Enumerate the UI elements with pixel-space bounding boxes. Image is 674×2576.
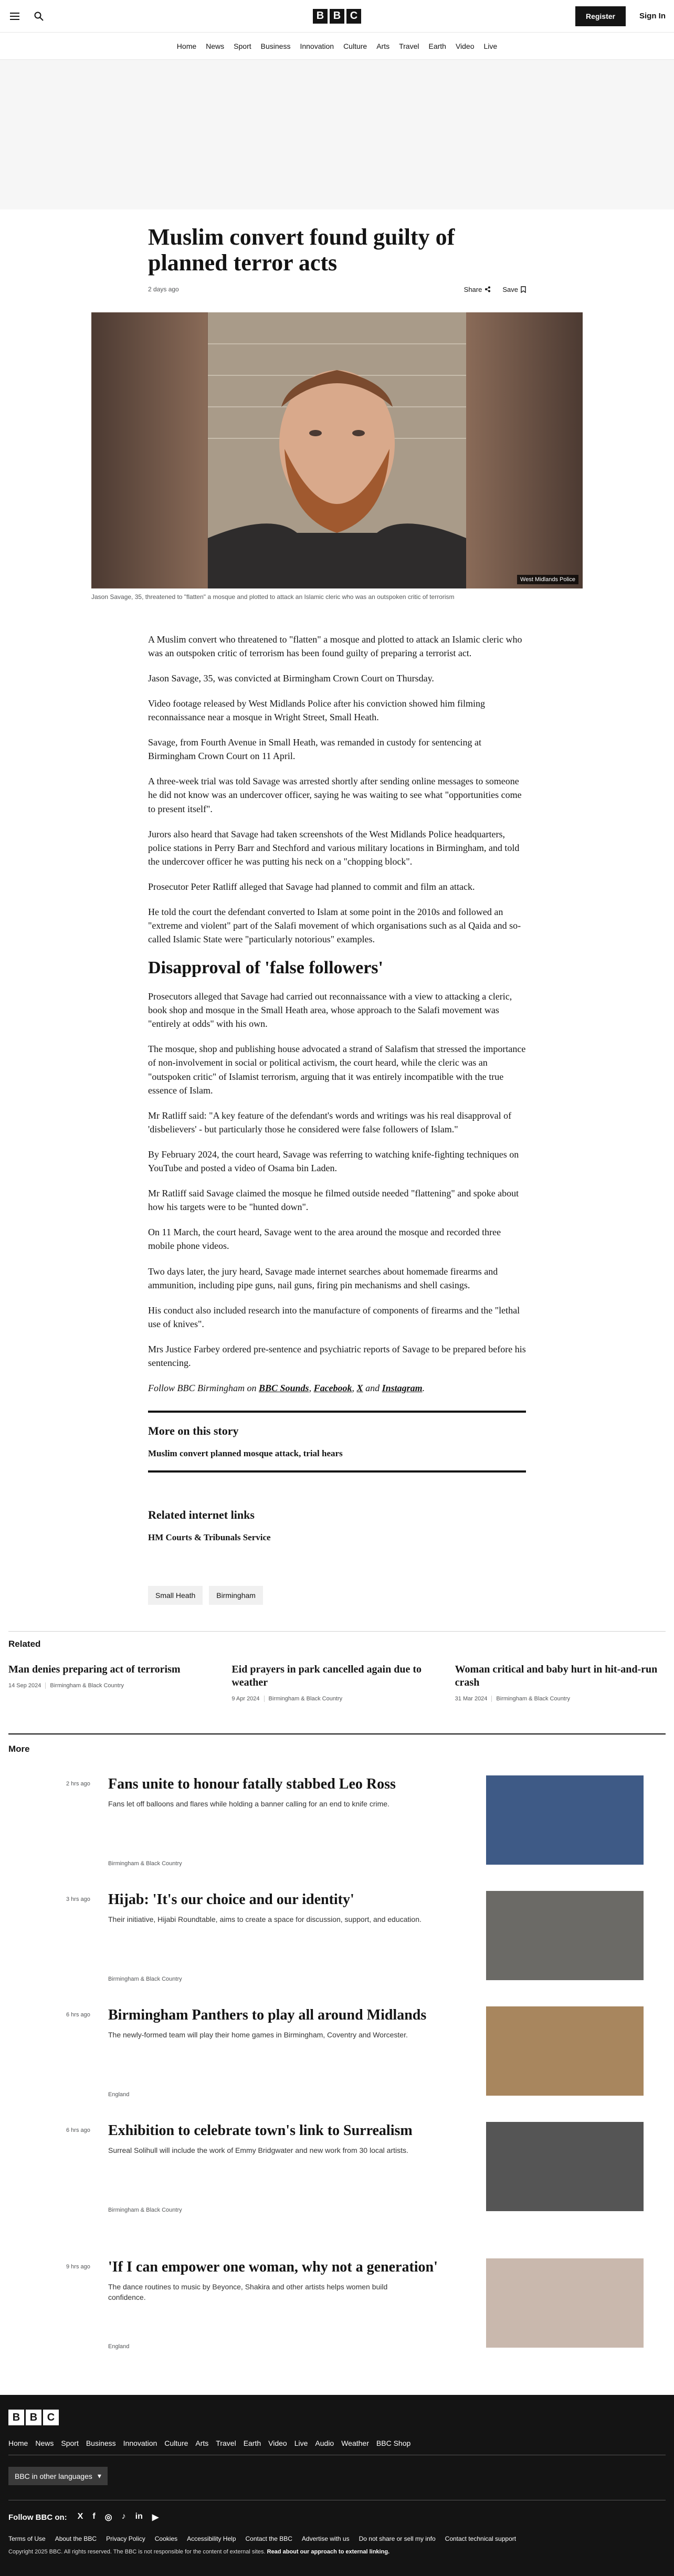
story-link[interactable]: Muslim convert planned mosque attack, trial hears	[148, 1448, 526, 1473]
legal-link[interactable]: Contact the BBC	[245, 2535, 292, 2543]
hero-image-portrait	[208, 312, 466, 588]
legal-links	[8, 2535, 666, 2542]
follow-prefix: Follow BBC Birmingham on	[148, 1383, 259, 1394]
logo-letter: B	[330, 9, 344, 24]
nav-item-arts[interactable]: Arts	[376, 41, 390, 50]
story-main	[108, 2258, 476, 2348]
legal-link[interactable]: Contact technical support	[445, 2535, 517, 2543]
story-main	[108, 1891, 476, 1983]
related-internet-links	[148, 1497, 526, 1554]
footer-nav-item[interactable]: Sport	[61, 2439, 79, 2448]
advertisement-slot	[0, 60, 674, 209]
bbc-logo[interactable]	[313, 9, 361, 24]
related-card-section: Birmingham & Black Country	[45, 1683, 124, 1689]
share-button[interactable]	[464, 286, 491, 293]
logo-letter: B	[313, 9, 328, 24]
top-bar	[0, 0, 674, 33]
story-main	[108, 2006, 476, 2096]
subheading: Disapproval of 'false followers'	[148, 958, 383, 978]
tag-small-heath[interactable]: Small Heath	[148, 1586, 203, 1605]
related-card[interactable]	[231, 1663, 442, 1702]
body-paragraph: Prosecutors alleged that Savage had carried out reconnaissance with a view to attacking a cleric, book shop and mosque in the Small Heath area, whose approach to the Salafi movement was "entirely at odds" with his own.	[148, 991, 512, 1029]
section-title: Related internet links	[148, 1508, 255, 1522]
follow-separator: and	[363, 1383, 382, 1394]
top-bar-left	[8, 10, 45, 23]
story-source: Birmingham & Black Country	[108, 2207, 182, 2214]
logo-letter: C	[43, 2410, 59, 2425]
menu-icon[interactable]	[8, 10, 21, 23]
follow-separator: ,	[352, 1383, 357, 1394]
story-main	[108, 1775, 476, 1865]
story-description: Their initiative, Hijabi Roundtable, aims to create a space for discussion, support, and education.	[108, 1915, 422, 1923]
legal-link[interactable]: About the BBC	[55, 2535, 97, 2543]
youtube-icon[interactable]: ▶	[152, 2513, 159, 2522]
follow-row	[8, 2500, 666, 2522]
nav-item-video[interactable]: Video	[455, 41, 475, 50]
story-source: England	[108, 2343, 130, 2350]
story-title: Birmingham Panthers to play all around Midlands	[108, 2007, 427, 2024]
main-nav	[0, 33, 674, 60]
headline: Muslim convert found guilty of planned terror acts	[148, 224, 455, 276]
follow-link-facebook[interactable]: Facebook	[313, 1383, 352, 1394]
story-description: Surreal Solihull will include the work of Emmy Bridgwater and new work from 30 local artists.	[108, 2146, 408, 2154]
follow-link-x[interactable]: X	[356, 1383, 363, 1394]
story-title: Exhibition to celebrate town's link to Surrealism	[108, 2122, 413, 2139]
footer-nav-item[interactable]: Audio	[315, 2439, 334, 2448]
related-card[interactable]	[8, 1663, 219, 1702]
related-card-date: 14 Sep 2024	[8, 1683, 41, 1689]
body-paragraph: On 11 March, the court heard, Savage went to the area around the mosque and recorded three mobile phone videos.	[148, 1227, 501, 1252]
article-actions	[464, 286, 526, 293]
share-icon	[485, 286, 491, 292]
footer-nav-item[interactable]: News	[35, 2439, 54, 2448]
body-paragraph: Mrs Justice Farbey ordered pre-sentence and psychiatric reports of Savage to be prepared before his sentencing.	[148, 1343, 526, 1368]
story-time: 3 hrs ago	[66, 1896, 90, 1903]
save-label: Save	[502, 285, 518, 293]
related-card-meta	[455, 1696, 666, 1702]
body-paragraph: Mr Ratliff said: "A key feature of the defendant's words and writings was his real disapproval of 'disbelievers' - but particularly those he considered were false followers of Islam."	[148, 1110, 512, 1134]
footer	[0, 2395, 674, 2576]
footer-nav-item[interactable]: Home	[8, 2439, 28, 2448]
nav-item-travel[interactable]: Travel	[399, 41, 419, 50]
footer-nav-item[interactable]: Innovation	[123, 2439, 157, 2448]
story-thumbnail	[486, 2258, 644, 2348]
footer-nav-item[interactable]: Culture	[164, 2439, 188, 2448]
legal-link[interactable]: Do not share or sell my info	[359, 2535, 436, 2543]
related-card-title: Woman critical and baby hurt in hit-and-run crash	[455, 1664, 658, 1689]
nav-item-culture[interactable]: Culture	[343, 41, 367, 50]
body-paragraph: He told the court the defendant converted to Islam at some point in the 2010s and followed an "extreme and violent" part of the Salafi movement of which organisations such as al Qaida and so-called Islamic State were "particularly notorious" examples.	[148, 907, 521, 945]
legal-link[interactable]: Terms of Use	[8, 2535, 46, 2543]
legal-link[interactable]: Privacy Policy	[106, 2535, 145, 2543]
follow-paragraph	[148, 1381, 526, 1395]
nav-item-earth[interactable]: Earth	[428, 41, 446, 50]
legal-link[interactable]: Accessibility Help	[187, 2535, 236, 2543]
more-section	[0, 1744, 674, 2348]
story-title: Hijab: 'It's our choice and our identity'	[108, 1891, 354, 1908]
footer-nav-item[interactable]: Arts	[195, 2439, 209, 2448]
related-card-section: Birmingham & Black Country	[491, 1696, 570, 1702]
linkedin-icon[interactable]: in	[135, 2512, 143, 2521]
hero-image-blur-left	[91, 312, 208, 588]
publish-date: 2 days ago	[148, 286, 179, 293]
footer-nav-item[interactable]: Video	[268, 2439, 287, 2448]
more-story[interactable]	[66, 2258, 644, 2348]
article-header	[148, 209, 526, 293]
article-body	[148, 633, 526, 1395]
story-description: Fans let off balloons and flares while holding a banner calling for an end to knife crime.	[108, 1799, 389, 1808]
chevron-down-icon: ▾	[97, 2472, 101, 2480]
facebook-icon[interactable]: f	[92, 2512, 96, 2521]
body-paragraph: Prosecutor Peter Ratliff alleged that Savage had planned to commit and film an attack.	[148, 881, 475, 892]
nav-item-home[interactable]: Home	[176, 41, 197, 50]
logo-letter: B	[8, 2410, 24, 2425]
related-card-meta	[231, 1696, 442, 1702]
story-thumbnail	[486, 2122, 644, 2211]
legal-link[interactable]: Advertise with us	[301, 2535, 350, 2543]
save-button[interactable]	[502, 286, 526, 293]
nav-item-news[interactable]: News	[206, 41, 225, 50]
section-title: Related	[8, 1631, 666, 1649]
image-caption: Jason Savage, 35, threatened to "flatten" a mosque and plotted to attack an Islamic cleric who was an outspoken critic of terrorism	[91, 593, 455, 601]
story-time: 6 hrs ago	[66, 2012, 90, 2018]
share-label: Share	[464, 285, 482, 293]
footer-nav-item[interactable]: BBC Shop	[376, 2439, 411, 2448]
social-links	[78, 2512, 159, 2522]
related-card-section: Birmingham & Black Country	[264, 1696, 343, 1702]
follow-separator: ,	[309, 1383, 314, 1394]
body-paragraph: Jurors also heard that Savage had taken screenshots of the West Midlands Police headquarters, police stations in Perry Barr and Stechford and various military locations in Birmingham, and told the undercover officer he was putting his neck on a "chopping block".	[148, 828, 520, 867]
tiktok-icon[interactable]: ♪	[121, 2512, 126, 2521]
register-button[interactable]: Register	[575, 6, 626, 26]
related-card[interactable]	[455, 1663, 666, 1702]
section-title: More on this story	[148, 1424, 239, 1438]
more-story[interactable]	[66, 2006, 644, 2096]
follow-end: .	[422, 1383, 425, 1394]
hero-image-blur-right	[466, 312, 583, 588]
external-linking-link[interactable]: Read about our approach to external linking.	[267, 2549, 390, 2556]
footer-nav-item[interactable]: Travel	[216, 2439, 236, 2448]
nav-item-sport[interactable]: Sport	[234, 41, 251, 50]
hero-figure	[91, 312, 583, 601]
body-paragraph: By February 2024, the court heard, Savage was referring to watching knife-fighting techniques on YouTube and posted a video of Osama bin Laden.	[148, 1149, 519, 1174]
body-paragraph: Savage, from Fourth Avenue in Small Heath, was remanded in custody for sentencing at Birmingham Crown Court on 11 April.	[148, 737, 482, 762]
body-paragraph: The mosque, shop and publishing house advocated a strand of Salafism that stressed the importance of non-involvement in social or political activism, the court heard, while the cleric was an "outspoken critic" of Islamist terrorism, arguing that it was entirely incompatible with the true essence of Islam.	[148, 1044, 526, 1096]
more-story[interactable]	[66, 1775, 644, 1865]
more-story[interactable]	[66, 2122, 644, 2214]
story-source: Birmingham & Black Country	[108, 1976, 182, 1983]
top-bar-right	[575, 6, 666, 26]
bookmark-icon	[521, 286, 526, 293]
nav-item-business[interactable]: Business	[260, 41, 291, 50]
body-paragraph: Mr Ratliff said Savage claimed the mosque he filmed outside needed "flattening" and spoke about how his targets were to be "hunted down".	[148, 1188, 519, 1213]
footer-nav-item[interactable]: Earth	[243, 2439, 261, 2448]
search-icon[interactable]	[33, 10, 45, 23]
body-paragraph: Two days later, the jury heard, Savage made internet searches about homemade firearms and ammunition, including pipe guns, nail guns, firing pin mechanisms and shell casings.	[148, 1266, 498, 1290]
story-time: 2 hrs ago	[66, 1781, 90, 1788]
copyright	[8, 2549, 666, 2555]
follow-link-instagram[interactable]: Instagram	[382, 1383, 423, 1394]
related-card-meta	[8, 1683, 219, 1689]
body-paragraph: His conduct also included research into the manufacture of components of firearms and the "lethal use of knives".	[148, 1305, 520, 1329]
footer-nav-item[interactable]: Weather	[341, 2439, 369, 2448]
topic-tags	[148, 1586, 526, 1605]
related-card-date: 31 Mar 2024	[455, 1696, 488, 1702]
footer-bbc-logo[interactable]	[8, 2410, 666, 2425]
external-link[interactable]: HM Courts & Tribunals Service	[148, 1532, 271, 1543]
story-source: England	[108, 2091, 130, 2098]
related-card-title: Eid prayers in park cancelled again due to weather	[231, 1664, 422, 1689]
follow-label: Follow BBC on:	[8, 2512, 67, 2522]
story-thumbnail	[486, 1775, 644, 1865]
story-title: 'If I can empower one woman, why not a generation'	[108, 2259, 438, 2276]
footer-nav	[8, 2439, 666, 2455]
instagram-icon[interactable]: ◎	[104, 2513, 112, 2522]
image-credit: West Midlands Police	[517, 575, 578, 584]
related-grid	[8, 1663, 666, 1734]
nav-item-innovation[interactable]: Innovation	[300, 41, 334, 50]
logo-letter: C	[346, 9, 361, 24]
story-main	[108, 2122, 476, 2214]
copyright-text: Copyright 2025 BBC. All rights reserved. The BBC is not responsible for the content of external sites.	[8, 2549, 266, 2556]
story-description: The newly-formed team will play their home games in Birmingham, Coventry and Worcester.	[108, 2030, 408, 2039]
story-thumbnail	[486, 2006, 644, 2096]
story-thumbnail	[486, 1891, 644, 1980]
footer-nav-item[interactable]: Business	[86, 2439, 116, 2448]
body-paragraph: Video footage released by West Midlands Police after his conviction showed him filming reconnaissance near a mosque in Wright Street, Small Heath.	[148, 698, 485, 723]
footer-nav-item[interactable]: Live	[294, 2439, 308, 2448]
body-paragraph: A three-week trial was told Savage was arrested shortly after sending online messages to someone he did not know was an undercover officer, saying he was waiting to see what "opportunities come to present itself".	[148, 776, 522, 814]
related-card-title: Man denies preparing act of terrorism	[8, 1664, 181, 1676]
sign-in-link[interactable]: Sign In	[639, 12, 666, 20]
related-card-date: 9 Apr 2024	[231, 1696, 260, 1702]
more-on-this-story	[148, 1411, 526, 1473]
tag-birmingham[interactable]: Birmingham	[209, 1586, 263, 1605]
hero-image	[91, 312, 583, 588]
languages-dropdown[interactable]	[8, 2467, 108, 2485]
related-section	[0, 1631, 674, 1734]
section-title: More	[8, 1744, 30, 1754]
story-time: 6 hrs ago	[66, 2127, 90, 2134]
logo-letter: B	[26, 2410, 41, 2425]
body-paragraph: A Muslim convert who threatened to "flatten" a mosque and plotted to attack an Islamic cleric who was an outspoken critic of terrorism has been found guilty of preparing a terrorist act.	[148, 634, 522, 658]
nav-item-live[interactable]: Live	[483, 41, 498, 50]
more-story[interactable]	[66, 1891, 644, 1983]
story-description: The dance routines to music by Beyonce, Shakira and other artists helps women build confidence.	[108, 2282, 388, 2302]
legal-link[interactable]: Cookies	[154, 2535, 178, 2543]
languages-label: BBC in other languages	[15, 2472, 92, 2480]
story-source: Birmingham & Black Country	[108, 1860, 182, 1867]
follow-link-bbc-sounds[interactable]: BBC Sounds	[259, 1383, 309, 1394]
story-time: 9 hrs ago	[66, 2264, 90, 2270]
x-icon[interactable]: X	[77, 2512, 83, 2521]
body-paragraph: Jason Savage, 35, was convicted at Birmingham Crown Court on Thursday.	[148, 672, 434, 684]
article-meta	[148, 286, 526, 293]
story-title: Fans unite to honour fatally stabbed Leo Ross	[108, 1776, 396, 1793]
